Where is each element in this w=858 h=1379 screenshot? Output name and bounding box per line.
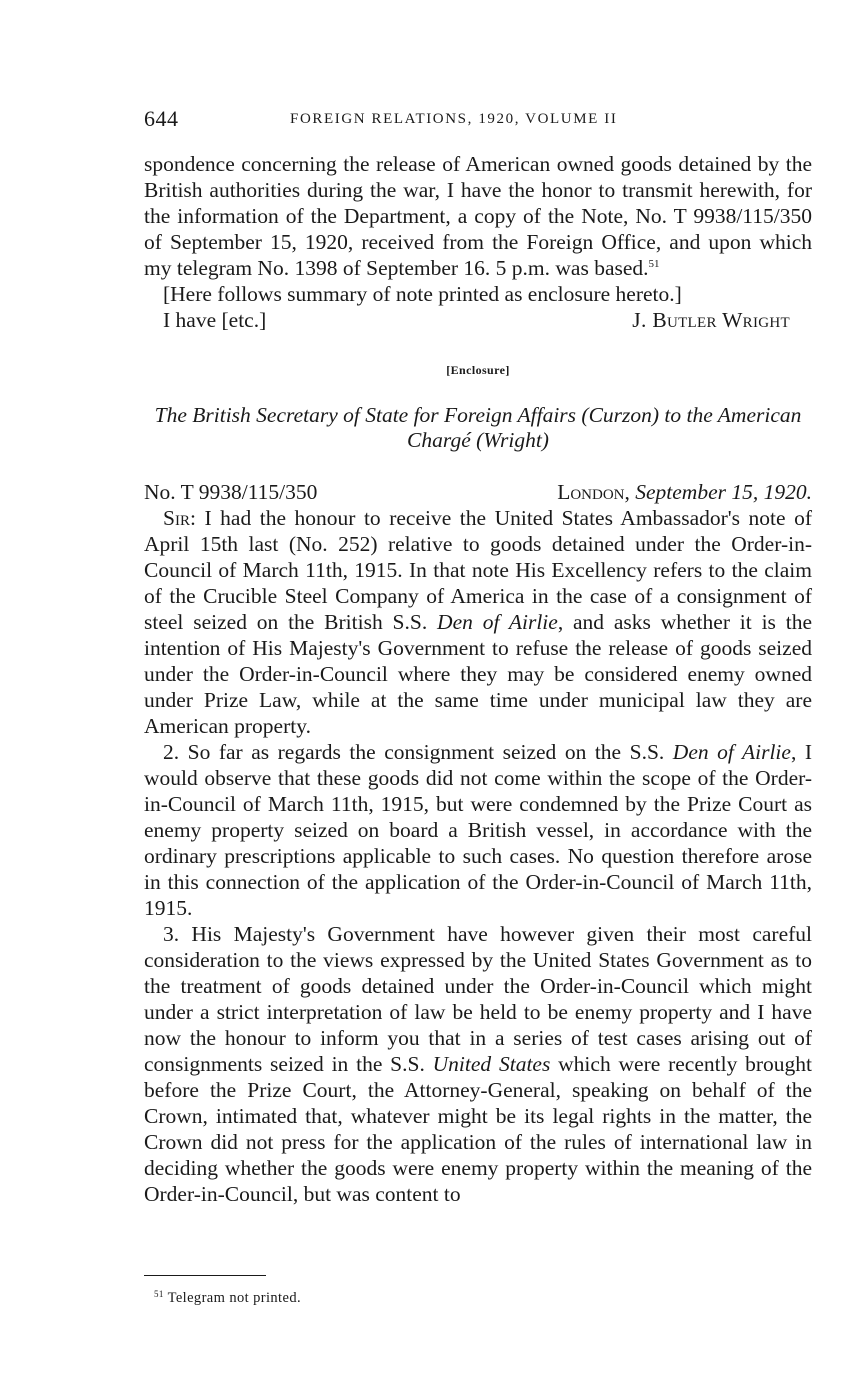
footnote-rule xyxy=(144,1275,266,1276)
paragraph-2-ship-name: Den of Airlie xyxy=(672,740,791,764)
footnote-reference: 51 xyxy=(648,258,660,270)
closing: I have [etc.] xyxy=(163,308,267,332)
note-date: September 15, 1920. xyxy=(635,480,812,504)
ship-name: Den of Airlie xyxy=(437,610,558,634)
place-date xyxy=(557,479,812,505)
paragraph-3-text-a: 3. His Majesty's Government have however given their most careful consideration to the views expressed by the United States Government as to the treatment of goods detained under the Order-in-Council which might under a strict interpretation of law be held to be enemy property and I have now the honour to inform you that in a series of test cases arising out of consignments seized in the S.S. xyxy=(144,922,812,1076)
paragraph-2-text-b: , I would observe that these goods did not come within the scope of the Order-in-Council of March 11th, 1915, but were condemned by the Prize Court as enemy property seized on board a British vessel, in accordance with the ordinary prescriptions applicable to such cases. No question therefore arose in this connection of the application of the Order-in-Council of March 11th, 1915. xyxy=(144,740,812,920)
enclosure-label: [Enclosure] xyxy=(446,363,510,377)
salutation: Sir: xyxy=(163,506,196,530)
footnote-text: Telegram not printed. xyxy=(167,1290,301,1306)
note-header xyxy=(144,479,812,505)
signature: J. Butler Wright xyxy=(632,308,790,332)
running-head xyxy=(144,106,812,132)
body-text xyxy=(144,151,812,1207)
enclosure-title: The British Secretary of State for Foreign Affairs (Curzon) to the American Chargé (Wright) xyxy=(154,403,802,452)
paragraph-2-text-a: 2. So far as regards the consignment seized on the S.S. xyxy=(163,740,665,764)
paragraph-1-text-b: , and asks whether it is the intention of His Majesty's Government to refuse the release of goods seized under the Order-in-Council where they may be considered enemy owned under Prize Law, while at the same time under municipal law they are American property. xyxy=(144,610,812,738)
paragraph-1-text-a: I had the honour to receive the United States Ambassador's note of April 15th last (No. 252) relative to goods detained under the Order-in-Council of March 11th, 1915. In that note His Excellency refers to the claim of the Crucible Steel Company of America in the case of a consignment of steel seized on the British S.S. xyxy=(144,506,812,634)
paragraph-3-text-b: which were recently brought before the Prize Court, the Attorney-General, speaking on behalf of the Crown, intimated that, whatever might be its legal rights in the matter, the Crown did not press for the application of the rules of international law in deciding whether the goods were enemy property within the meaning of the Order-in-Council, but was content to xyxy=(144,1052,813,1206)
page-number: 644 xyxy=(144,106,179,131)
footnote-mark: 51 xyxy=(154,1289,164,1299)
paragraph-3-ship-name: United States xyxy=(432,1052,551,1076)
paragraph-3 xyxy=(144,921,812,1207)
editorial-note: [Here follows summary of note printed as enclosure hereto.] xyxy=(163,282,682,306)
running-head-title: FOREIGN RELATIONS, 1920, VOLUME II xyxy=(290,111,618,127)
letter-opening-text: spondence concerning the release of American owned goods detained by the British authorities during the war, I have the honor to transmit herewith, for the information of the Department, a copy of the Note, No. T 9938/115/350 of September 15, 1920, received from the Foreign Office, and upon which my telegram No. 1398 of September 16. 5 p.m. was based. xyxy=(144,152,812,280)
closing-row xyxy=(144,307,812,333)
footnote xyxy=(154,1289,301,1307)
paragraph-1 xyxy=(144,505,812,739)
paragraph-2 xyxy=(144,739,812,921)
letter-opening-paragraph xyxy=(144,151,812,281)
place: London, xyxy=(557,480,630,504)
note-number: No. T 9938/115/350 xyxy=(144,480,318,504)
